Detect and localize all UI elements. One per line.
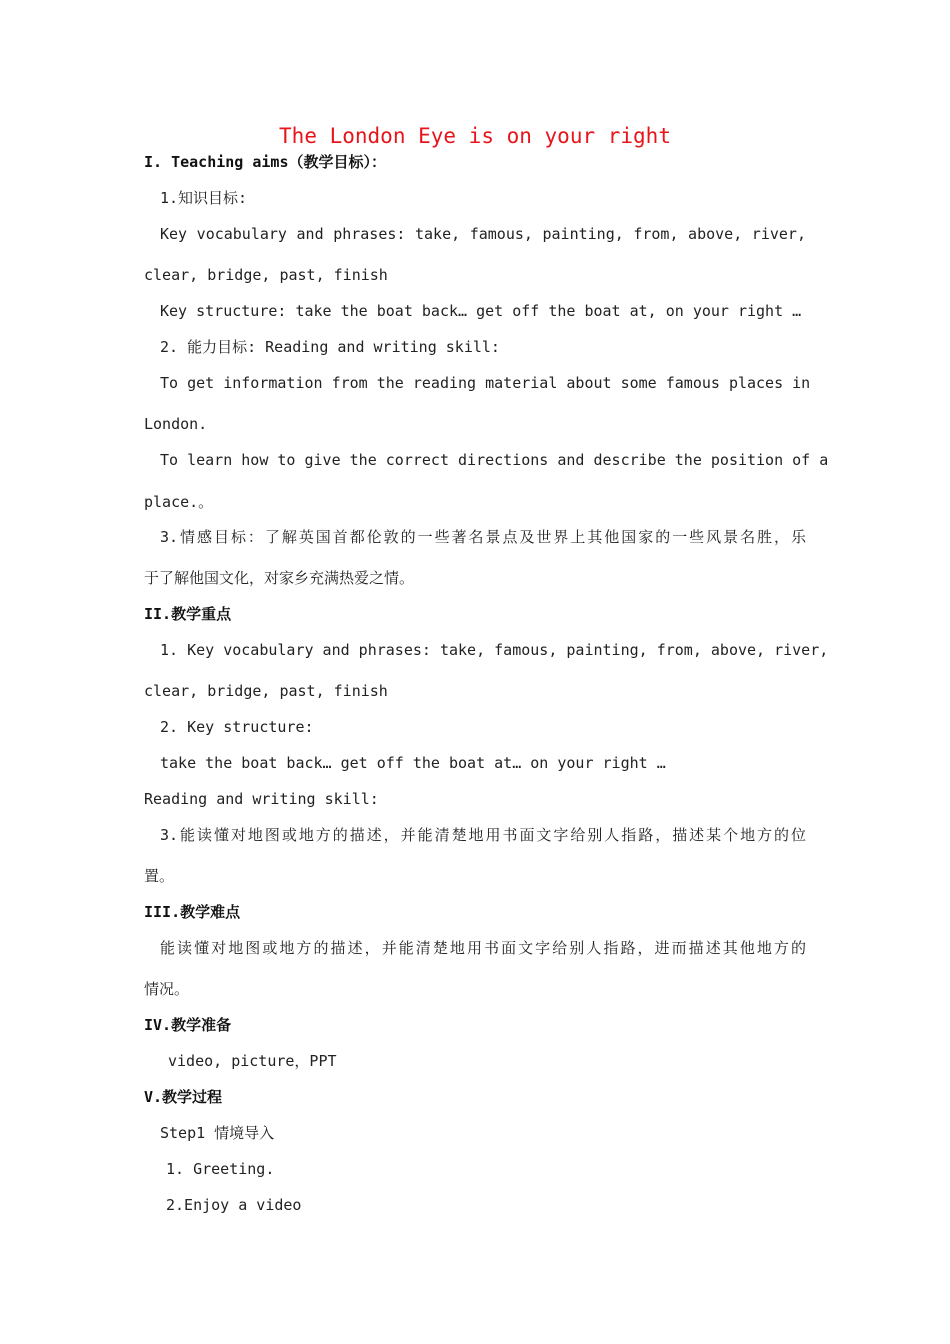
paragraph-line: take the boat back… get off the boat at… on your right … (160, 754, 666, 772)
subheading-ability-aims: 2. 能力目标: Reading and writing skill: (160, 338, 500, 356)
list-item: 1. Greeting. (166, 1160, 275, 1178)
paragraph-line: 于了解他国文化，对家乡充满热爱之情。 (144, 569, 415, 587)
paragraph-line: Reading and writing skill: (144, 790, 379, 808)
paragraph-line: clear, bridge, past, finish (144, 682, 388, 700)
paragraph-line: Key vocabulary and phrases: take, famous, painting, from, above, river, (160, 225, 806, 243)
section-heading-preparation: IV.教学准备 (144, 1016, 232, 1034)
section-heading-teaching-aims: I. Teaching aims（教学目标）： (144, 153, 386, 171)
step-heading: Step1 情境导入 (160, 1124, 275, 1142)
paragraph-line: 能读懂对地图或地方的描述，并能清楚地用书面文字给别人指路，进而描述其他地方的 (160, 939, 806, 957)
paragraph-line: video, picture，PPT (168, 1052, 337, 1070)
paragraph-line: 置。 (144, 867, 175, 885)
paragraph-line: To get information from the reading material about some famous places in (160, 374, 811, 392)
subheading-knowledge-aims: 1.知识目标: (160, 189, 248, 207)
document-title: The London Eye is on your right (279, 124, 671, 148)
paragraph-line: 2. Key structure: (160, 718, 314, 736)
paragraph-line: London. (144, 415, 208, 433)
paragraph-line: 3.能读懂对地图或地方的描述，并能清楚地用书面文字给别人指路，描述某个地方的位 (160, 826, 806, 844)
paragraph-line: To learn how to give the correct directions and describe the position of a (160, 451, 829, 469)
paragraph-line: 情况。 (144, 980, 190, 998)
paragraph-line: clear, bridge, past, finish (144, 266, 388, 284)
section-heading-procedure: V.教学过程 (144, 1088, 223, 1106)
paragraph-line: Key structure: take the boat back… get off the boat at, on your right … (160, 302, 802, 320)
subheading-emotional-aims: 3.情感目标：了解英国首都伦敦的一些著名景点及世界上其他国家的一些风景名胜，乐 (160, 528, 806, 546)
section-heading-difficulties: III.教学难点 (144, 903, 241, 921)
paragraph-line: 1. Key vocabulary and phrases: take, famous, painting, from, above, river, (160, 641, 829, 659)
section-heading-key-points: II.教学重点 (144, 605, 232, 623)
list-item: 2.Enjoy a video (166, 1196, 302, 1214)
paragraph-line: place.。 (144, 493, 214, 511)
